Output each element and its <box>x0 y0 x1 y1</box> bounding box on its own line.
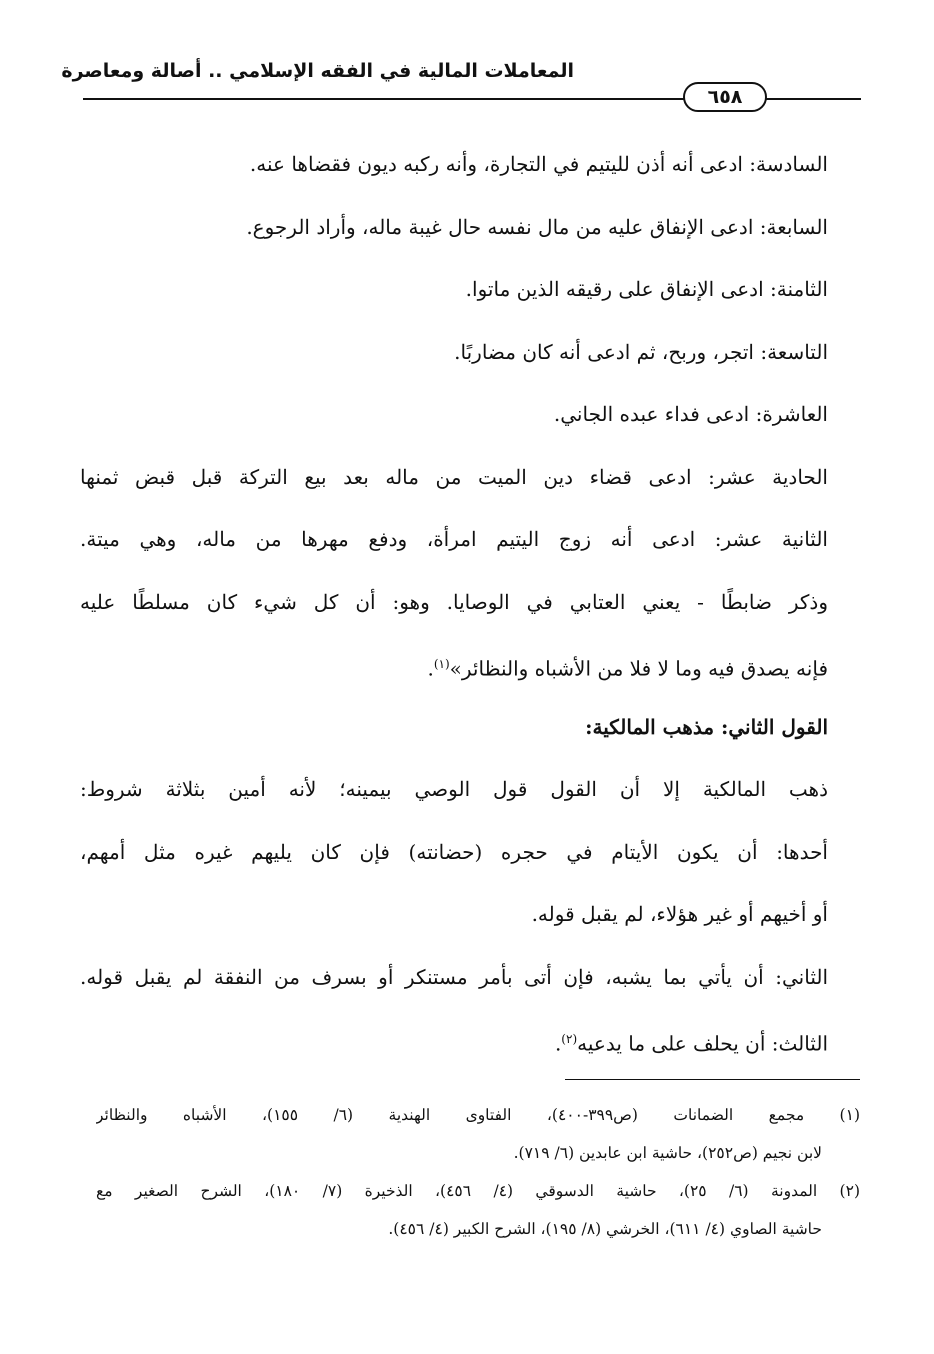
body-line <box>80 578 828 641</box>
body-line <box>80 828 828 891</box>
body-text <box>80 140 828 1078</box>
body-line <box>80 390 828 453</box>
footnote-line: (١) مجمع الضمانات (ص٣٩٩-٤٠٠)، الفتاوى الهندية (٦/ ١٥٥)، الأشباه والنظائر <box>96 1106 860 1124</box>
body-line-text: الثاني: أن يأتي بما يشبه، فإن أتى بأمر مستنكر أو بسرف من النفقة لم يقبل قوله. <box>80 964 828 989</box>
body-line-text: الحادية عشر: ادعى قضاء دين الميت من ماله بعد بيع التركة قبل قبض ثمنها <box>80 464 828 489</box>
body-line <box>80 703 828 766</box>
body-line-text: القول الثاني: مذهب المالكية: <box>585 714 828 739</box>
body-line-text: فإنه يصدق فيه وما لا فلا من الأشباه والنظائر» <box>449 656 828 681</box>
body-line-text: العاشرة: ادعى فداء عبده الجاني. <box>553 402 828 426</box>
footnote-line: لابن نجيم (ص٢٥٢)، حاشية ابن عابدين (٦/ ٧١٩). <box>513 1144 822 1162</box>
footnote-ref[interactable]: (١) <box>433 657 450 671</box>
footnote-line: (٢) المدونة (٦/ ٢٥)، حاشية الدسوقي (٤/ ٤٥٦)، الذخيرة (٧/ ١٨٠)، الشرح الصغير مع <box>96 1182 860 1200</box>
body-line <box>80 203 828 266</box>
body-line-text: أحدها: أن يكون الأيتام في حجره (حضانته) فإن كان يليهم غيره مثل أمهم، <box>80 839 828 864</box>
body-line <box>80 765 828 828</box>
body-line-text: الثامنة: ادعى الإنفاق على رقيقه الذين ماتوا. <box>465 277 828 301</box>
line-end-punctuation: . <box>554 1031 562 1056</box>
footnote-line: حاشية الصاوي (٤/ ٦١١)، الخرشي (٨/ ١٩٥)، الشرح الكبير (٤/ ٤٥٦). <box>388 1220 822 1238</box>
body-line-text: السادسة: ادعى أنه أذن لليتيم في التجارة، وأنه ركبه ديون فقضاها عنه. <box>249 152 828 176</box>
body-line <box>80 515 828 578</box>
body-line-text: السابعة: ادعى الإنفاق عليه من مال نفسه حال غيبة ماله، وأراد الرجوع. <box>246 214 828 239</box>
body-line <box>80 265 828 328</box>
body-line <box>80 953 828 1016</box>
body-line-text: التاسعة: اتجر، وربح، ثم ادعى أنه كان مضاربًا. <box>454 339 828 364</box>
line-end-punctuation: . <box>427 656 434 681</box>
body-line <box>80 453 828 516</box>
body-line <box>60 890 828 953</box>
body-line <box>60 640 828 703</box>
body-line-text: الثانية عشر: ادعى أنه زوج اليتيم امرأة، ودفع مهرها من ماله، وهي ميتة. <box>80 527 828 551</box>
footnote-separator <box>565 1079 860 1080</box>
body-line <box>80 328 828 391</box>
running-header-title: المعاملات المالية في الفقه الإسلامي .. أصالة ومعاصرة <box>61 60 574 82</box>
body-line-text: الثالث: أن يحلف على ما يدعيه <box>577 1031 828 1056</box>
body-line <box>80 1015 828 1078</box>
body-line <box>80 140 828 203</box>
body-line-text: أو أخيهم أو غير هؤلاء، لم يقبل قوله. <box>531 902 828 926</box>
page-number-badge: ٦٥٨ <box>683 82 767 112</box>
footnote-ref[interactable]: (٢) <box>561 1032 578 1046</box>
body-line-text: وذكر ضابطًا - يعني العتابي في الوصايا. وهو: أن كل شيء كان مسلطًا عليه <box>80 589 828 614</box>
body-line-text: ذهب المالكية إلا أن القول قول الوصي بيمينه؛ لأنه أمين بثلاثة شروط: <box>80 777 828 801</box>
footnotes <box>96 1096 860 1248</box>
